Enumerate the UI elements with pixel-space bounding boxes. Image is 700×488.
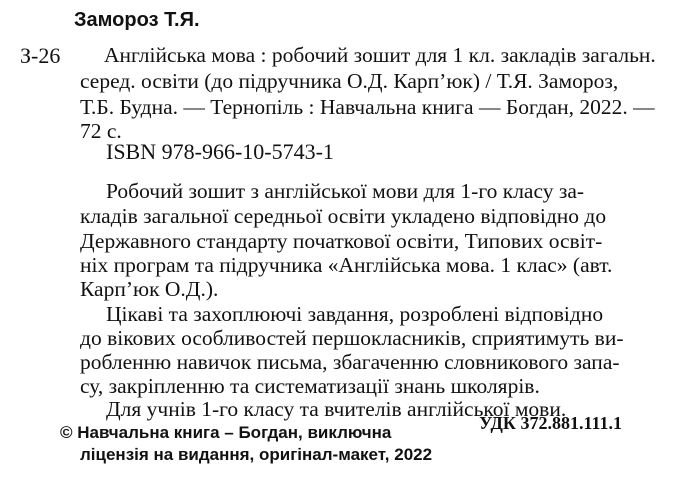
annotation-line: Карп’юк О.Д.). [80,277,219,301]
annotation-line: до вікових особливостей першокласників, сприятимуть ви- [80,326,624,350]
citation-line: 72 с. [80,119,122,143]
citation-line: серед. освіти (до підручника О.Д. Карп’юк) / Т.Я. Замороз, [80,69,619,93]
copyright-line: © Навчальна книга – Богдан, виключна [60,423,392,442]
annotation-line: Робочий зошит з англійської мови для 1-го класу за- [106,179,585,203]
citation-line: Т.Б. Будна. — Тернопіль : Навчальна книга — Богдан, 2022. — [80,95,655,119]
annotation-line: Цікаві та захоплюючі завдання, розроблені відповідно [106,302,604,326]
author-name: Замороз Т.Я. [74,9,200,31]
isbn-number: ISBN 978-966-10-5743-1 [106,139,334,164]
annotation-line: ніх програм та підручника «Англійська мова. 1 клас» (авт. [80,253,613,277]
annotation-line: робленню навичок письма, збагаченню словникового запа- [80,350,620,374]
audience-line: Для учнів 1-го класу та вчителів англійської мови. [106,397,567,421]
copyright-line: ліцензія на видання, оригінал-макет, 2022 [80,445,433,464]
classification-code: З-26 [20,43,61,68]
annotation-line: кладів загальної середньої освіти укладено відповідно до [80,204,607,228]
citation-line: Англійська мова : робочий зошит для 1 кл. закладів загальн. [104,43,656,67]
udk-code: УДК 372.881.111.1 [479,413,622,433]
annotation-line: су, закріпленню та систематизації знань школярів. [80,374,540,398]
annotation-line: Державного стандарту початкової освіти, Типових освіт- [80,229,603,253]
